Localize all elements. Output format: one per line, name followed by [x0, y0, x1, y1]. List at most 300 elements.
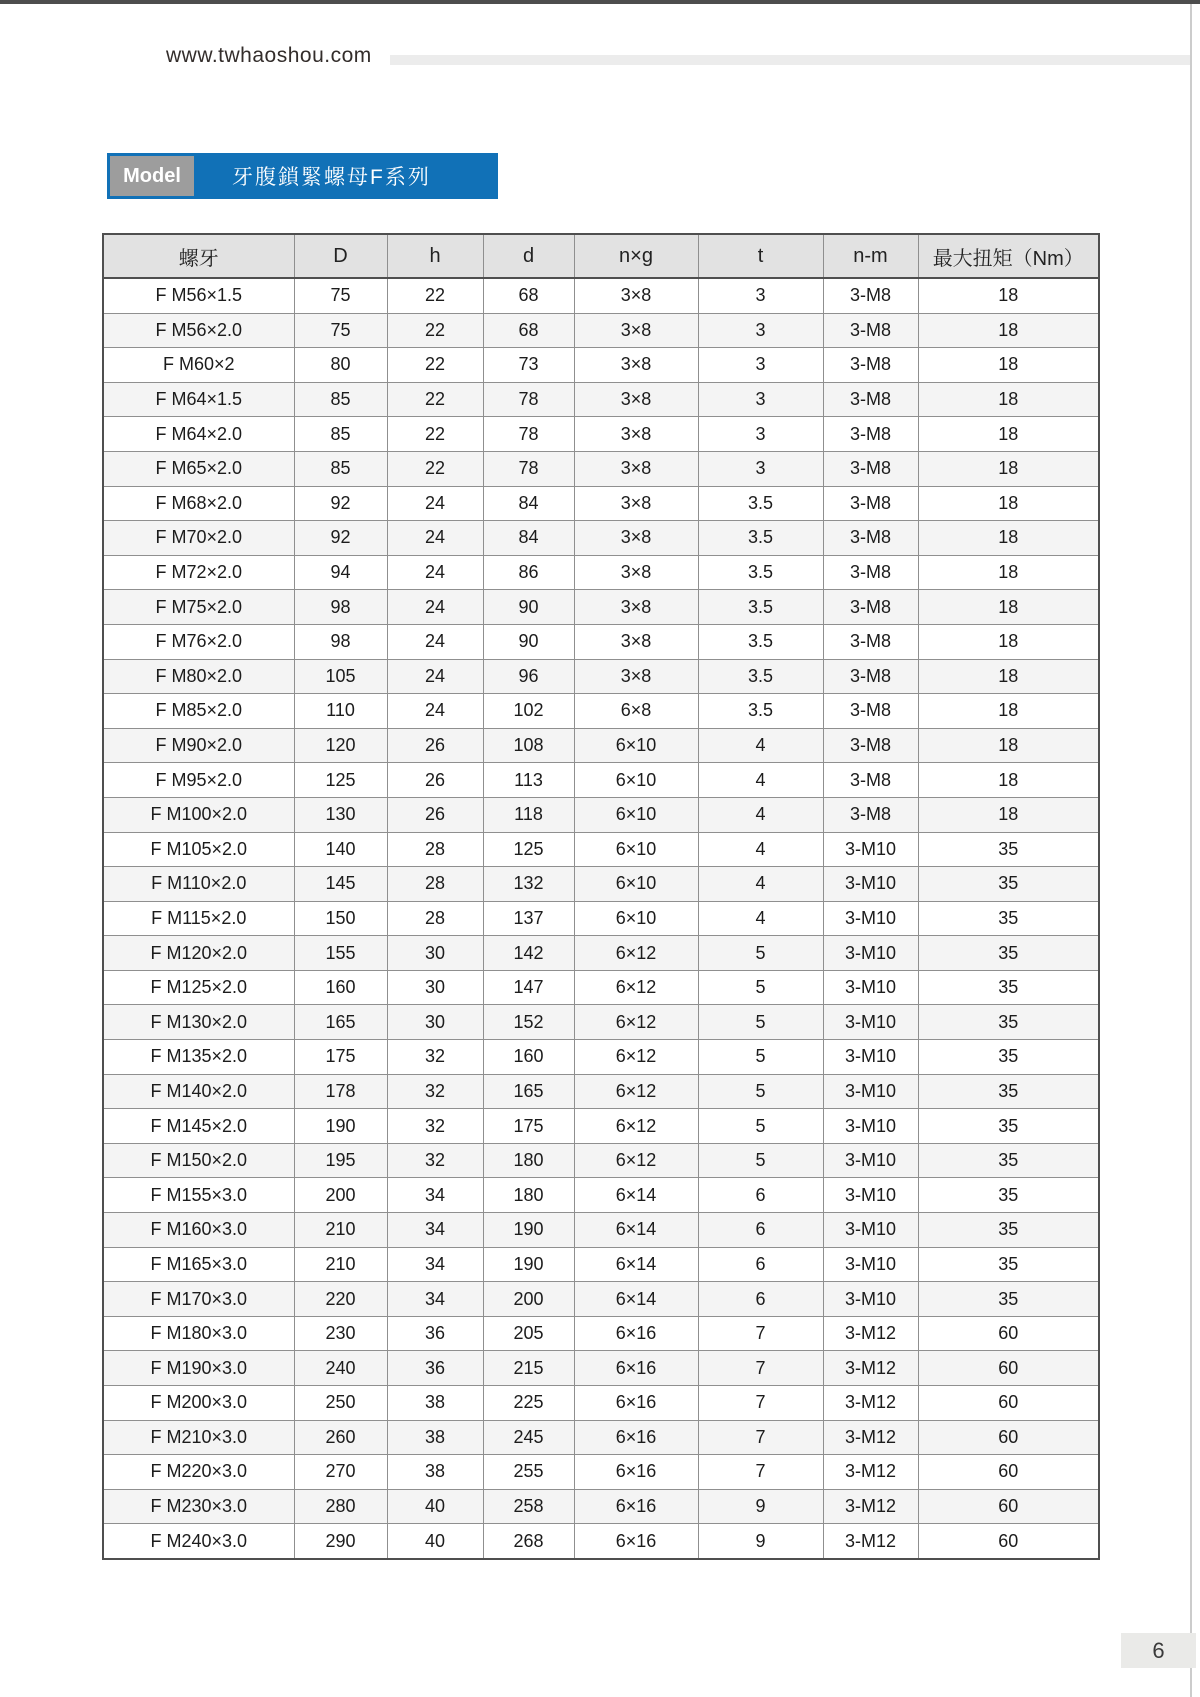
table-cell: 6×10	[574, 832, 698, 867]
table-cell: 3×8	[574, 451, 698, 486]
table-cell: 3-M12	[823, 1351, 918, 1386]
table-cell: 130	[294, 797, 387, 832]
table-cell: 6×16	[574, 1316, 698, 1351]
table-cell: 35	[918, 832, 1099, 867]
table-cell: 36	[387, 1316, 483, 1351]
table-cell: 7	[698, 1420, 823, 1455]
table-cell: 3.5	[698, 694, 823, 729]
table-cell: 3-M10	[823, 970, 918, 1005]
table-cell: 18	[918, 763, 1099, 798]
table-cell: 108	[483, 728, 574, 763]
table-cell: F M130×2.0	[103, 1005, 294, 1040]
table-cell: 18	[918, 417, 1099, 452]
table-cell: 24	[387, 624, 483, 659]
table-cell: 22	[387, 348, 483, 383]
table-cell: 155	[294, 936, 387, 971]
table-cell: 34	[387, 1247, 483, 1282]
table-cell: 6×14	[574, 1247, 698, 1282]
table-cell: 22	[387, 278, 483, 313]
table-row	[103, 832, 1099, 867]
table-cell: 3-M8	[823, 278, 918, 313]
table-cell: 3-M10	[823, 832, 918, 867]
table-cell: 3-M8	[823, 763, 918, 798]
table-row	[103, 348, 1099, 383]
table-cell: 178	[294, 1074, 387, 1109]
table-cell: F M240×3.0	[103, 1524, 294, 1559]
table-cell: F M64×1.5	[103, 382, 294, 417]
table-cell: 85	[294, 382, 387, 417]
table-cell: 34	[387, 1213, 483, 1248]
table-cell: 3-M8	[823, 521, 918, 556]
table-cell: 3.5	[698, 555, 823, 590]
table-cell: 18	[918, 797, 1099, 832]
table-header-row	[103, 234, 1099, 278]
spec-table	[102, 233, 1100, 1560]
table-cell: 3-M8	[823, 451, 918, 486]
col-header-D: D	[294, 234, 387, 278]
table-cell: 22	[387, 451, 483, 486]
col-header-thread: 螺牙	[103, 234, 294, 278]
table-cell: 32	[387, 1109, 483, 1144]
table-cell: 7	[698, 1455, 823, 1490]
table-cell: 35	[918, 1109, 1099, 1144]
table-cell: 6×10	[574, 728, 698, 763]
table-row	[103, 1213, 1099, 1248]
table-cell: 28	[387, 832, 483, 867]
table-cell: 6×14	[574, 1282, 698, 1317]
table-cell: 18	[918, 555, 1099, 590]
table-cell: 18	[918, 348, 1099, 383]
table-cell: 35	[918, 1005, 1099, 1040]
table-cell: 3-M8	[823, 659, 918, 694]
table-cell: 3×8	[574, 521, 698, 556]
table-cell: 75	[294, 278, 387, 313]
table-cell: 28	[387, 901, 483, 936]
table-cell: 5	[698, 1005, 823, 1040]
table-cell: 92	[294, 486, 387, 521]
table-cell: 230	[294, 1316, 387, 1351]
table-cell: 85	[294, 451, 387, 486]
table-cell: 6	[698, 1247, 823, 1282]
table-cell: 4	[698, 797, 823, 832]
table-cell: 137	[483, 901, 574, 936]
table-cell: 35	[918, 1213, 1099, 1248]
table-cell: F M65×2.0	[103, 451, 294, 486]
table-row	[103, 797, 1099, 832]
table-cell: 78	[483, 382, 574, 417]
table-cell: 190	[294, 1109, 387, 1144]
table-cell: 73	[483, 348, 574, 383]
table-cell: 3-M10	[823, 1109, 918, 1144]
table-cell: 4	[698, 901, 823, 936]
model-banner	[107, 153, 498, 199]
table-cell: 6×12	[574, 1109, 698, 1144]
table-cell: 78	[483, 417, 574, 452]
table-cell: 24	[387, 521, 483, 556]
table-cell: F M70×2.0	[103, 521, 294, 556]
table-row	[103, 555, 1099, 590]
model-label: Model	[110, 156, 194, 196]
table-cell: 250	[294, 1386, 387, 1421]
table-cell: 3-M10	[823, 1247, 918, 1282]
table-cell: F M110×2.0	[103, 867, 294, 902]
table-cell: F M165×3.0	[103, 1247, 294, 1282]
page-edge-line	[1190, 4, 1192, 1697]
table-cell: 3×8	[574, 486, 698, 521]
table-cell: 120	[294, 728, 387, 763]
table-cell: 3.5	[698, 521, 823, 556]
table-cell: 35	[918, 936, 1099, 971]
table-cell: 160	[483, 1040, 574, 1075]
table-cell: F M56×1.5	[103, 278, 294, 313]
table-cell: 84	[483, 486, 574, 521]
table-cell: 3-M12	[823, 1455, 918, 1490]
table-cell: 3-M10	[823, 901, 918, 936]
table-cell: 6×10	[574, 797, 698, 832]
table-cell: 240	[294, 1351, 387, 1386]
table-cell: 147	[483, 970, 574, 1005]
table-cell: 290	[294, 1524, 387, 1559]
table-cell: 5	[698, 936, 823, 971]
col-header-max-torque: 最大扭矩（Nm）	[918, 234, 1099, 278]
table-cell: 215	[483, 1351, 574, 1386]
table-cell: F M75×2.0	[103, 590, 294, 625]
table-row	[103, 1282, 1099, 1317]
table-cell: 60	[918, 1420, 1099, 1455]
table-cell: F M230×3.0	[103, 1489, 294, 1524]
table-cell: F M95×2.0	[103, 763, 294, 798]
table-cell: F M68×2.0	[103, 486, 294, 521]
table-cell: 105	[294, 659, 387, 694]
table-cell: 18	[918, 382, 1099, 417]
page-number-badge	[1121, 1633, 1196, 1668]
table-cell: 3-M8	[823, 728, 918, 763]
table-cell: 3-M10	[823, 1143, 918, 1178]
table-row	[103, 1040, 1099, 1075]
table-cell: 3-M10	[823, 1178, 918, 1213]
table-cell: 6×14	[574, 1178, 698, 1213]
table-cell: 3-M10	[823, 1074, 918, 1109]
table-cell: 5	[698, 1074, 823, 1109]
table-cell: F M56×2.0	[103, 313, 294, 348]
table-cell: F M60×2	[103, 348, 294, 383]
table-cell: 5	[698, 1143, 823, 1178]
table-cell: F M145×2.0	[103, 1109, 294, 1144]
table-cell: 38	[387, 1420, 483, 1455]
table-cell: 7	[698, 1316, 823, 1351]
table-row	[103, 728, 1099, 763]
table-cell: 113	[483, 763, 574, 798]
table-cell: 3-M8	[823, 555, 918, 590]
table-cell: F M85×2.0	[103, 694, 294, 729]
table-cell: 98	[294, 590, 387, 625]
table-cell: 3-M12	[823, 1489, 918, 1524]
site-url: www.twhaoshou.com	[166, 44, 372, 67]
table-cell: 152	[483, 1005, 574, 1040]
table-row	[103, 451, 1099, 486]
table-cell: 35	[918, 1143, 1099, 1178]
table-cell: F M115×2.0	[103, 901, 294, 936]
table-cell: 60	[918, 1316, 1099, 1351]
table-cell: 6×12	[574, 936, 698, 971]
table-cell: 118	[483, 797, 574, 832]
table-cell: F M200×3.0	[103, 1386, 294, 1421]
table-cell: 6	[698, 1282, 823, 1317]
table-row	[103, 1316, 1099, 1351]
table-cell: 3-M8	[823, 694, 918, 729]
table-cell: 5	[698, 1040, 823, 1075]
table-cell: 36	[387, 1351, 483, 1386]
table-row	[103, 936, 1099, 971]
table-cell: 35	[918, 1178, 1099, 1213]
table-row	[103, 1351, 1099, 1386]
table-cell: 6×10	[574, 901, 698, 936]
table-row	[103, 1005, 1099, 1040]
table-cell: 142	[483, 936, 574, 971]
table-cell: 6×10	[574, 867, 698, 902]
table-cell: 6×16	[574, 1420, 698, 1455]
table-cell: F M90×2.0	[103, 728, 294, 763]
table-header	[103, 234, 1099, 278]
table-cell: 3×8	[574, 417, 698, 452]
table-cell: 3-M10	[823, 1005, 918, 1040]
table-cell: 225	[483, 1386, 574, 1421]
table-cell: 38	[387, 1455, 483, 1490]
table-cell: 78	[483, 451, 574, 486]
table-row	[103, 590, 1099, 625]
table-cell: 6×12	[574, 1143, 698, 1178]
table-cell: 3-M8	[823, 624, 918, 659]
table-cell: 3-M8	[823, 590, 918, 625]
table-cell: 18	[918, 728, 1099, 763]
table-cell: 165	[483, 1074, 574, 1109]
table-cell: 9	[698, 1524, 823, 1559]
table-cell: 125	[483, 832, 574, 867]
table-cell: 4	[698, 832, 823, 867]
table-cell: 7	[698, 1351, 823, 1386]
table-cell: 3-M12	[823, 1386, 918, 1421]
table-cell: 18	[918, 451, 1099, 486]
table-cell: 3-M8	[823, 797, 918, 832]
table-cell: F M72×2.0	[103, 555, 294, 590]
table-row	[103, 278, 1099, 313]
table-cell: 260	[294, 1420, 387, 1455]
table-cell: 26	[387, 797, 483, 832]
table-cell: F M64×2.0	[103, 417, 294, 452]
table-row	[103, 763, 1099, 798]
table-cell: F M150×2.0	[103, 1143, 294, 1178]
table-cell: 6×10	[574, 763, 698, 798]
table-row	[103, 1524, 1099, 1559]
table-row	[103, 417, 1099, 452]
table-cell: 18	[918, 278, 1099, 313]
table-body	[103, 278, 1099, 1559]
table-cell: 3×8	[574, 659, 698, 694]
table-cell: F M80×2.0	[103, 659, 294, 694]
table-row	[103, 1455, 1099, 1490]
col-header-nxg: n×g	[574, 234, 698, 278]
table-cell: F M180×3.0	[103, 1316, 294, 1351]
table-row	[103, 382, 1099, 417]
table-cell: F M160×3.0	[103, 1213, 294, 1248]
table-cell: 30	[387, 970, 483, 1005]
table-cell: 68	[483, 313, 574, 348]
table-cell: 6×12	[574, 1074, 698, 1109]
table-cell: 145	[294, 867, 387, 902]
table-cell: 24	[387, 694, 483, 729]
table-cell: 35	[918, 1040, 1099, 1075]
table-cell: 3×8	[574, 590, 698, 625]
table-cell: 3-M10	[823, 1040, 918, 1075]
table-cell: 102	[483, 694, 574, 729]
table-cell: 6×16	[574, 1455, 698, 1490]
table-cell: 90	[483, 624, 574, 659]
spec-table-wrap	[102, 233, 1100, 1560]
table-cell: F M135×2.0	[103, 1040, 294, 1075]
table-row	[103, 659, 1099, 694]
table-cell: 268	[483, 1524, 574, 1559]
table-cell: F M155×3.0	[103, 1178, 294, 1213]
table-cell: 3-M8	[823, 417, 918, 452]
table-cell: 4	[698, 728, 823, 763]
table-cell: 3-M8	[823, 348, 918, 383]
table-cell: 30	[387, 936, 483, 971]
table-cell: 24	[387, 659, 483, 694]
table-cell: 32	[387, 1040, 483, 1075]
table-cell: 255	[483, 1455, 574, 1490]
table-cell: 90	[483, 590, 574, 625]
table-row	[103, 486, 1099, 521]
table-cell: 3-M8	[823, 486, 918, 521]
table-cell: 60	[918, 1489, 1099, 1524]
table-cell: 6×8	[574, 694, 698, 729]
table-cell: F M100×2.0	[103, 797, 294, 832]
table-cell: 35	[918, 1247, 1099, 1282]
table-cell: 3	[698, 348, 823, 383]
table-cell: 68	[483, 278, 574, 313]
table-cell: 35	[918, 901, 1099, 936]
table-row	[103, 1489, 1099, 1524]
table-cell: 60	[918, 1386, 1099, 1421]
table-cell: 9	[698, 1489, 823, 1524]
table-cell: 110	[294, 694, 387, 729]
table-cell: 200	[294, 1178, 387, 1213]
table-cell: 6×16	[574, 1351, 698, 1386]
table-cell: 3×8	[574, 348, 698, 383]
table-cell: 6	[698, 1178, 823, 1213]
table-cell: 258	[483, 1489, 574, 1524]
table-cell: 6×16	[574, 1386, 698, 1421]
table-cell: 40	[387, 1524, 483, 1559]
table-cell: 3×8	[574, 313, 698, 348]
table-cell: F M170×3.0	[103, 1282, 294, 1317]
table-cell: 22	[387, 417, 483, 452]
table-cell: 125	[294, 763, 387, 798]
table-cell: 280	[294, 1489, 387, 1524]
table-cell: 75	[294, 313, 387, 348]
table-cell: 3-M10	[823, 1282, 918, 1317]
table-cell: 165	[294, 1005, 387, 1040]
table-cell: F M140×2.0	[103, 1074, 294, 1109]
table-cell: 180	[483, 1143, 574, 1178]
table-cell: 3×8	[574, 278, 698, 313]
table-cell: 205	[483, 1316, 574, 1351]
table-cell: 26	[387, 763, 483, 798]
table-cell: 190	[483, 1247, 574, 1282]
table-cell: 3.5	[698, 590, 823, 625]
table-cell: 4	[698, 763, 823, 798]
table-cell: 3-M8	[823, 313, 918, 348]
table-cell: 22	[387, 382, 483, 417]
table-cell: 210	[294, 1213, 387, 1248]
table-cell: 84	[483, 521, 574, 556]
table-cell: 18	[918, 521, 1099, 556]
table-cell: 3×8	[574, 382, 698, 417]
table-cell: 6×12	[574, 1040, 698, 1075]
table-row	[103, 970, 1099, 1005]
table-cell: 40	[387, 1489, 483, 1524]
table-row	[103, 1074, 1099, 1109]
table-cell: F M76×2.0	[103, 624, 294, 659]
header-rule	[390, 55, 1190, 65]
table-cell: 3-M12	[823, 1524, 918, 1559]
table-cell: 210	[294, 1247, 387, 1282]
table-cell: 34	[387, 1282, 483, 1317]
table-cell: 140	[294, 832, 387, 867]
table-cell: 3-M12	[823, 1316, 918, 1351]
table-cell: 3	[698, 278, 823, 313]
table-cell: 22	[387, 313, 483, 348]
table-cell: 220	[294, 1282, 387, 1317]
table-cell: 60	[918, 1524, 1099, 1559]
table-cell: 195	[294, 1143, 387, 1178]
table-row	[103, 1420, 1099, 1455]
table-cell: 270	[294, 1455, 387, 1490]
table-row	[103, 624, 1099, 659]
table-cell: 32	[387, 1143, 483, 1178]
table-row	[103, 694, 1099, 729]
table-cell: 98	[294, 624, 387, 659]
table-cell: F M120×2.0	[103, 936, 294, 971]
table-cell: 180	[483, 1178, 574, 1213]
table-cell: 150	[294, 901, 387, 936]
col-header-nm: n-m	[823, 234, 918, 278]
table-cell: F M210×3.0	[103, 1420, 294, 1455]
table-row	[103, 521, 1099, 556]
table-cell: 3	[698, 382, 823, 417]
table-cell: 85	[294, 417, 387, 452]
table-cell: 92	[294, 521, 387, 556]
table-row	[103, 901, 1099, 936]
series-title: 牙腹鎖緊螺母F系列	[232, 166, 431, 189]
table-cell: 3.5	[698, 624, 823, 659]
table-cell: 30	[387, 1005, 483, 1040]
table-cell: 3	[698, 451, 823, 486]
table-cell: 80	[294, 348, 387, 383]
table-cell: 3	[698, 313, 823, 348]
table-cell: 86	[483, 555, 574, 590]
table-cell: 26	[387, 728, 483, 763]
table-cell: 3-M10	[823, 1213, 918, 1248]
table-cell: 3-M10	[823, 936, 918, 971]
table-cell: 35	[918, 867, 1099, 902]
table-row	[103, 1178, 1099, 1213]
table-cell: 7	[698, 1386, 823, 1421]
table-cell: 60	[918, 1455, 1099, 1490]
table-cell: 3.5	[698, 486, 823, 521]
table-cell: F M125×2.0	[103, 970, 294, 1005]
table-cell: 3×8	[574, 555, 698, 590]
